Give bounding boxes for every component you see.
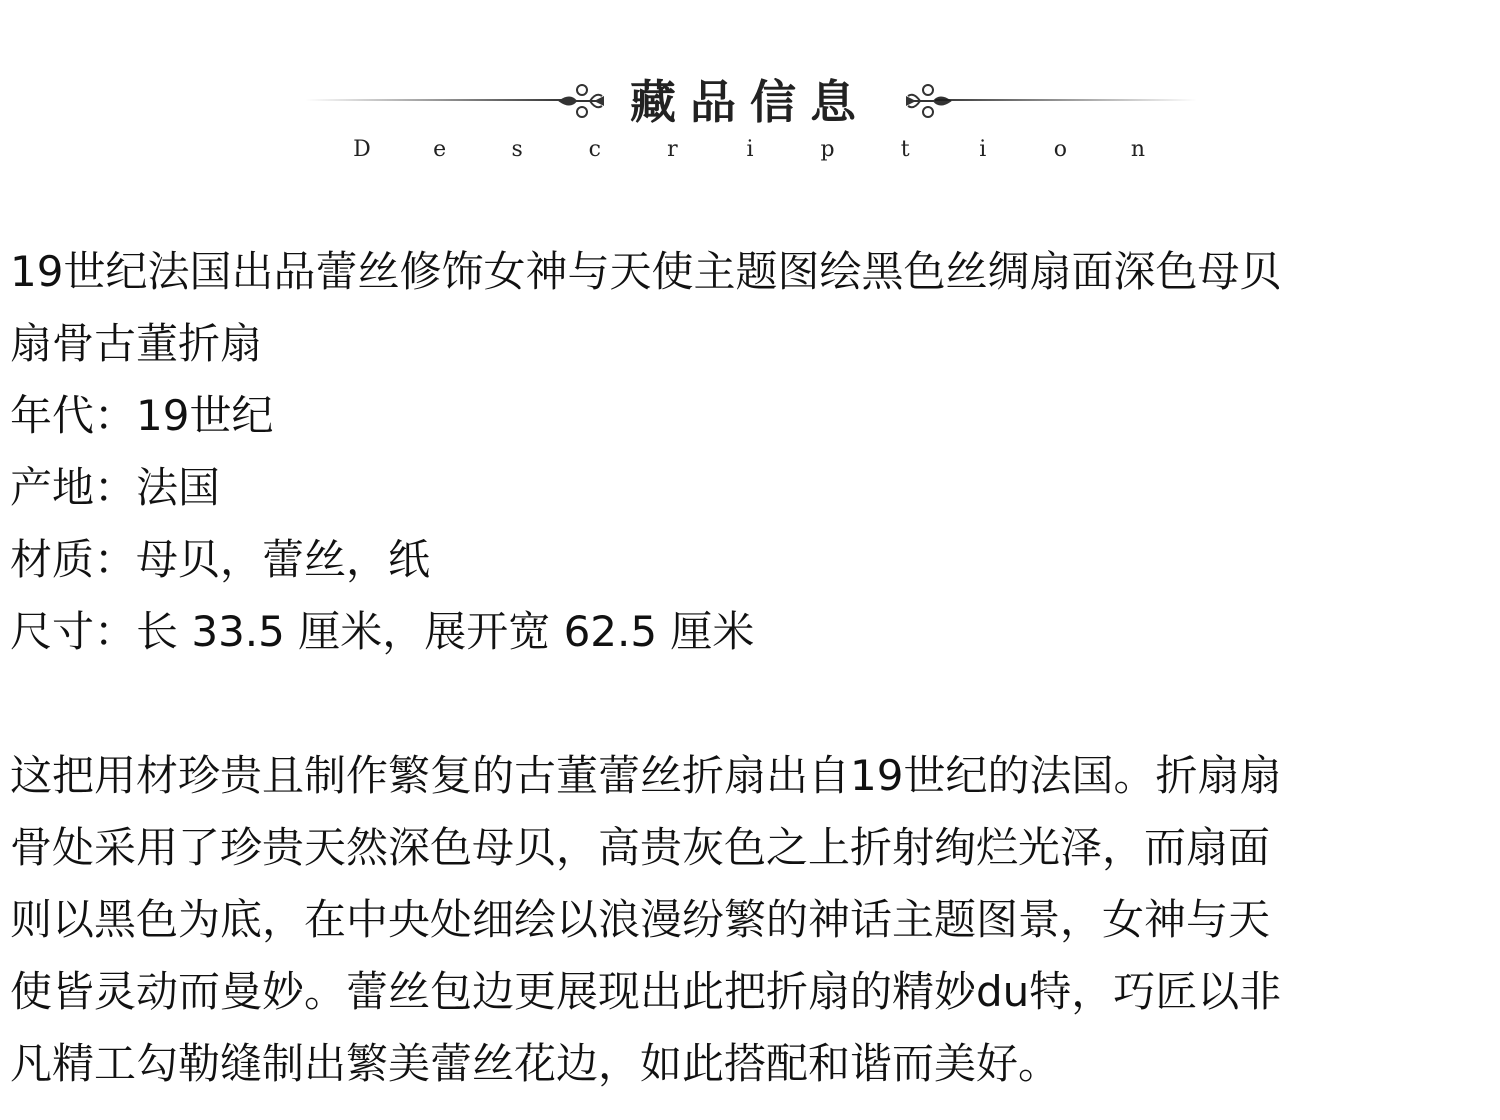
subtitle-letter: s [511, 137, 523, 162]
header-rule-right [935, 99, 1197, 101]
header-rule-left [305, 99, 565, 101]
description-line: 凡精工勾勒缝制出繁美蕾丝花边，如此搭配和谐而美好。 [10, 1039, 1061, 1088]
item-title-continued: 扇骨古董折扇 [10, 319, 263, 368]
description-line: 这把用材珍贵且制作繁复的古董蕾丝折扇出自19世纪的法国。折扇扇 [10, 751, 1282, 800]
size-field: 尺寸：长 33.5 厘米，展开宽 62.5 厘米 [10, 607, 755, 656]
subtitle-letter: i [746, 137, 754, 162]
section-header [0, 0, 1500, 200]
subtitle-letter: n [1130, 137, 1146, 162]
subtitle-letter: c [588, 137, 601, 162]
subtitle-letter: t [900, 137, 910, 162]
era-field: 年代：19世纪 [10, 391, 274, 440]
subtitle-letter: D [353, 137, 371, 162]
description-line: 则以黑色为底，在中央处细绘以浪漫纷繁的神话主题图景，女神与天 [10, 895, 1271, 944]
subtitle-letter: o [1053, 137, 1067, 162]
ornament-flourish-icon [556, 76, 608, 126]
paragraph-spacer [10, 668, 1470, 740]
section-subtitle [350, 137, 1150, 162]
description-line: 使皆灵动而曼妙。蕾丝包边更展现出此把折扇的精妙du特，巧匠以非 [10, 967, 1282, 1016]
subtitle-letter: r [667, 137, 678, 162]
subtitle-letter: p [820, 137, 835, 162]
ornament-flourish-icon [902, 76, 954, 126]
origin-field: 产地：法国 [10, 463, 221, 512]
material-field: 材质：母贝，蕾丝，纸 [10, 535, 431, 584]
description-line: 骨处采用了珍贵天然深色母贝，高贵灰色之上折射绚烂光泽，而扇面 [10, 823, 1271, 872]
item-title: 19世纪法国出品蕾丝修饰女神与天使主题图绘黑色丝绸扇面深色母贝 [10, 247, 1282, 296]
subtitle-letter: i [979, 137, 987, 162]
section-title: 藏品信息 [630, 75, 870, 129]
subtitle-letter: e [433, 137, 447, 162]
item-description [10, 236, 1470, 1100]
